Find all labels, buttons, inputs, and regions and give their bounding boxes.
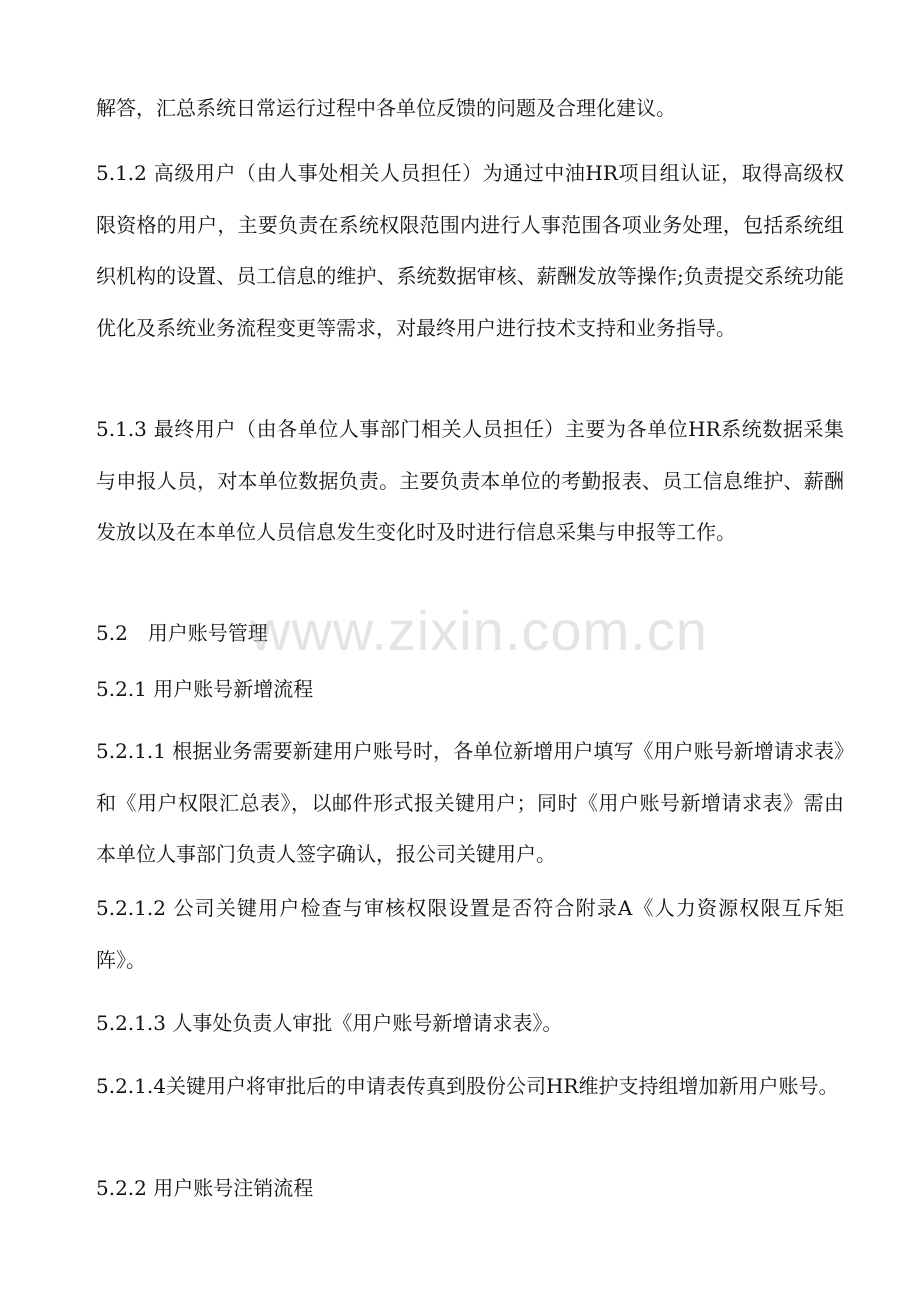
paragraph-5-2-1-3: 5.2.1.3 人事处负责人审批《用户账号新增请求表》。	[96, 1011, 563, 1035]
heading-5-2-2: 5.2.2 用户账号注销流程	[96, 1176, 314, 1200]
paragraph-5-1-2: 5.1.2 高级用户（由人事处相关人员担任）为通过中油HR项目组认证，取得高级权限资格的用户，主要负责在系统权限范围内进行人事范围各项业务处理，包括系统组织机构的设置、员工信息的维护、系统数据审核、薪酬发放等操作;负责提交系统功能优化及系统业务流程变更等需求，对最终用户进行技术支持和业务指导。	[96, 161, 844, 340]
watermark: www.zixin.com.cn	[250, 599, 708, 662]
paragraph-intro-continuation: 解答，汇总系统日常运行过程中各单位反馈的问题及合理化建议。	[96, 96, 676, 120]
paragraph-5-2-1-4: 5.2.1.4关键用户将审批后的申请表传真到股份公司HR维护支持组增加新用户账号。	[96, 1074, 839, 1098]
paragraph-5-2-1-2: 5.2.1.2 公司关键用户检查与审核权限设置是否符合附录A《人力资源权限互斥矩阵》。	[96, 896, 844, 972]
heading-5-2: 5.2 用户账号管理	[96, 621, 268, 645]
paragraph-5-2-1-1: 5.2.1.1 根据业务需要新建用户账号时，各单位新增用户填写《用户账号新增请求表》和《用户权限汇总表》，以邮件形式报关键用户；同时《用户账号新增请求表》需由本单位人事部门负责人签字确认，报公司关键用户。	[96, 739, 844, 866]
heading-5-2-1: 5.2.1 用户账号新增流程	[96, 677, 314, 701]
paragraph-5-1-3: 5.1.3 最终用户（由各单位人事部门相关人员担任）主要为各单位HR系统数据采集与申报人员，对本单位数据负责。主要负责本单位的考勤报表、员工信息维护、薪酬发放以及在本单位人员信息发生变化时及时进行信息采集与申报等工作。	[96, 417, 844, 544]
